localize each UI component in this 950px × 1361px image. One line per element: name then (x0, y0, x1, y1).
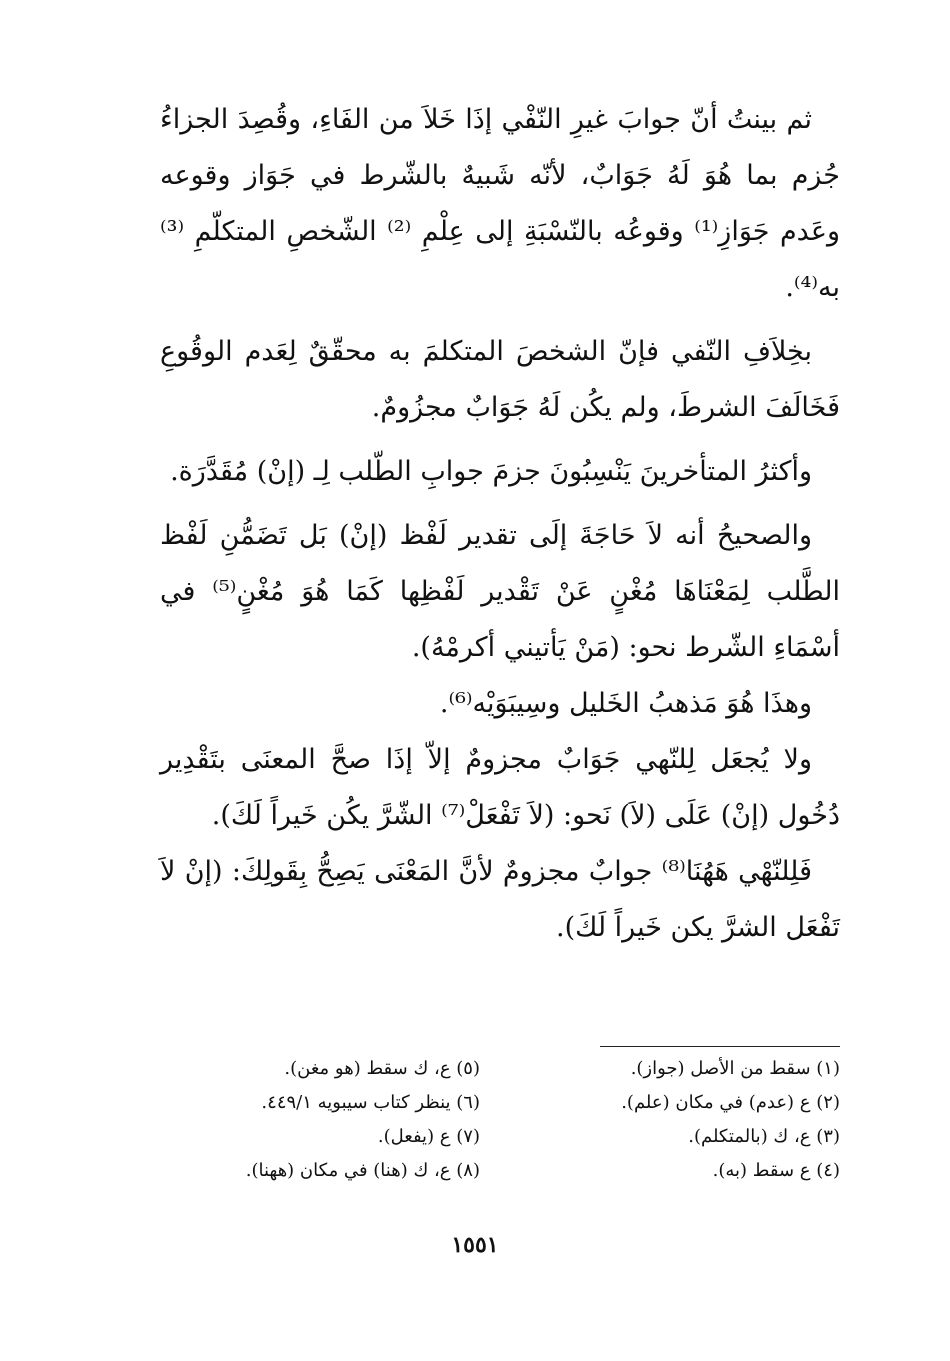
footnotes (150, 1052, 840, 1188)
paragraph: ثم بينتُ أنّ جوابَ غيرِ النّفْي إذَا خَلاَ من الفَاءِ، وقُصِدَ الجزاءُ جُزم بما هُوَ لَهُ جَوَابٌ، لأنّه شَبيهٌ بالشّرط في جَوَاز وقوعه وعَدم جَوَازِ⁽¹⁾ وقوعُه بالنّسْبَةِ إلى عِلْمِ ⁽²⁾ الشّخصِ المتكلّمِ ⁽³⁾ به⁽⁴⁾. (160, 104, 840, 303)
footnote: (١) سقط من الأصل (جواز). (630, 1058, 840, 1079)
footnote: (٨) ع، ك (هنا) في مكان (ههنا). (245, 1160, 480, 1181)
paragraph: ولا يُجعَل لِلنّهي جَوَابٌ مجزومٌ إلاّ إذَا صحَّ المعنَى بتَقْدِير دُخُول (إنْ) عَلَى (لاَ) نَحو: (لاَ تَفْعَلْ⁽⁷⁾ الشّرَّ يكُن خَيراً لَكَ). (160, 744, 840, 831)
footnote: (٣) ع، ك (بالمتكلم). (688, 1126, 840, 1147)
main-text (160, 92, 840, 956)
footnote: (٥) ع، ك سقط (هو مغن). (284, 1058, 480, 1079)
footnote: (٦) ينظر كتاب سيبويه ٤٤٩/١. (261, 1092, 480, 1113)
page-number: ١٥٥١ (451, 1232, 499, 1258)
footnote-separator (600, 1046, 840, 1047)
paragraph: فَلِلنّهْي هَهُنَا⁽⁸⁾ جوابٌ مجزومٌ لأنَّ المَعْنَى يَصِحُّ بِقَولِكَ: (إنْ لاَ تَفْعَل الشرَّ يكن خَيراً لَكَ). (160, 856, 840, 943)
paragraph: وهذَا هُوَ مَذهبُ الخَليل وسِيبَوَيْه⁽⁶⁾. (439, 688, 812, 719)
footnote: (٧) ع (يفعل). (377, 1126, 480, 1147)
paragraph: بخِلاَفِ النّفي فإنّ الشخصَ المتكلمَ به محقّقٌ لِعَدم الوقُوعِ فَخَالَفَ الشرطَ، ولم يكُن لَهُ جَوَابٌ مجزُومٌ. (160, 336, 840, 423)
paragraph: وأكثرُ المتأخرينَ يَنْسِبُونَ جزمَ جوابِ الطّلب لِـ (إنْ) مُقَدَّرَة. (170, 456, 812, 487)
footnote: (٢) ع (عدم) في مكان (علم). (621, 1092, 840, 1113)
paragraph: والصحيحُ أنه لاَ حَاجَةَ إلَى تقدير لَفْظ (إنْ) بَل تَضَمُّنِ لَفْظ الطَّلب لِمَعْنَاهَا مُغْنٍ عَنْ تَقْدير لَفْظِها كَمَا هُوَ مُغْنٍ⁽⁵⁾ في أسْمَاءِ الشّرط نحو: (مَنْ يَأتيني أكرمْهُ). (160, 520, 841, 663)
footnote: (٤) ع سقط (به). (712, 1160, 840, 1181)
